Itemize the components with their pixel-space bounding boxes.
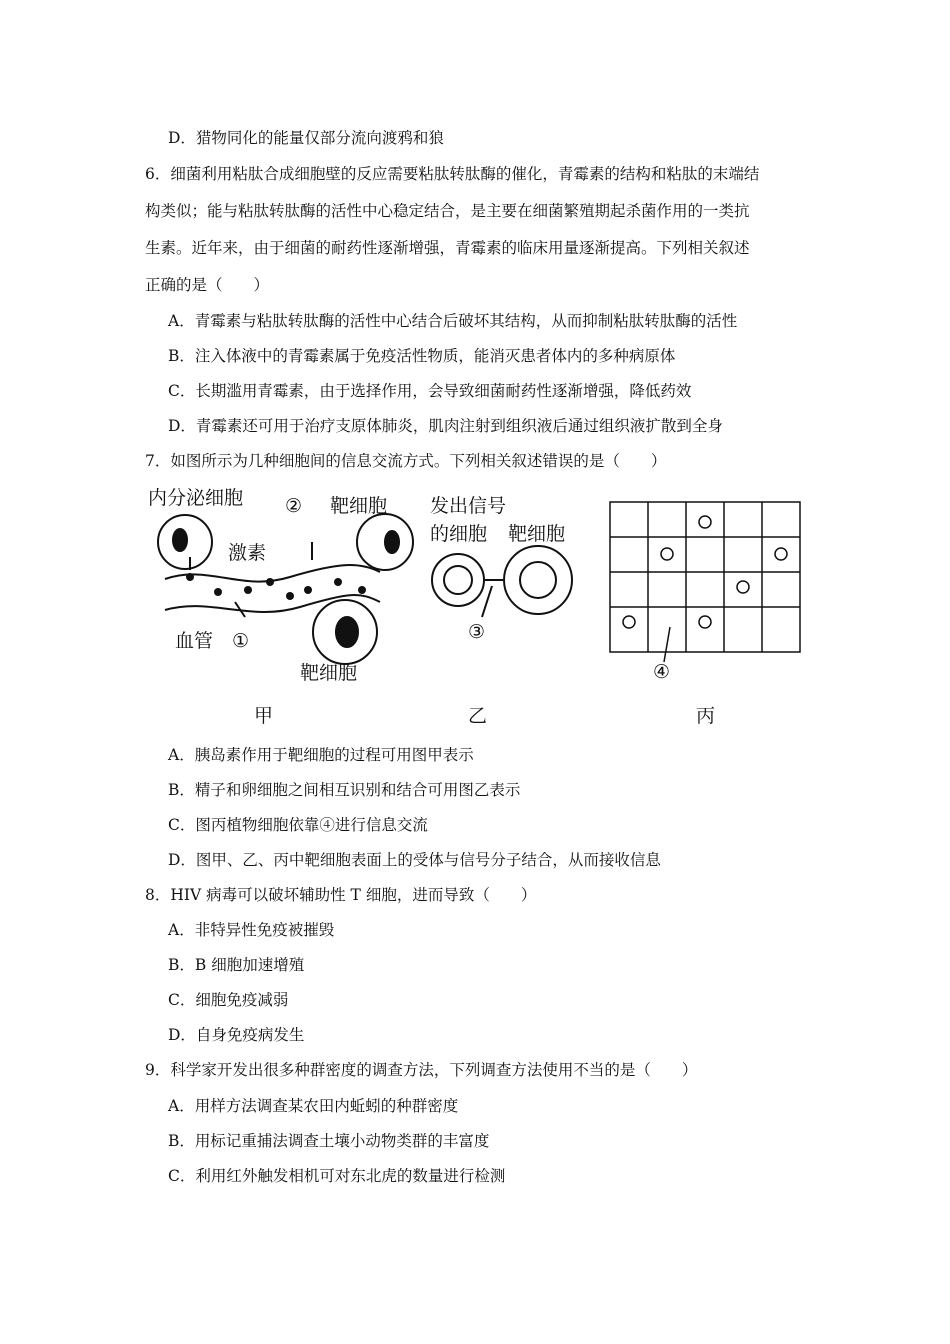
label-sender-line-1: 发出信号	[430, 495, 507, 517]
q8-stem: 8．HIV 病毒可以破坏辅助性 T 细胞，进而导致（ ）	[145, 886, 537, 904]
signal-sender-cell	[432, 554, 484, 606]
label-target-cell-top: 靶细胞	[330, 495, 388, 517]
marker-1: ①	[232, 630, 250, 652]
q9-stem: 9．科学家开发出很多种群密度的调查方法，下列调查方法使用不当的是（ ）	[145, 1061, 698, 1079]
caption-yi: 乙	[468, 705, 488, 727]
q8-option-c: C．细胞免疫减弱	[168, 991, 289, 1009]
label-endocrine-cell: 内分泌细胞	[148, 487, 244, 509]
q8-option-d: D．自身免疫病发生	[168, 1026, 305, 1044]
marker-3: ③	[468, 621, 486, 643]
vessel-wall-bottom	[165, 595, 380, 612]
q5-option-d: D．猎物同化的能量仅部分流向渡鸦和狼	[168, 129, 444, 147]
q8-option-a: A．非特异性免疫被摧毁	[168, 921, 335, 939]
target-nucleus-top	[385, 531, 399, 553]
endocrine-nucleus	[173, 529, 187, 551]
sender-nucleus	[444, 566, 472, 594]
q9-option-a: A．用样方法调查某农田内蚯蚓的种群密度	[168, 1097, 459, 1115]
label-target-cell-yi: 靶细胞	[508, 523, 566, 545]
panel-bing	[610, 502, 800, 662]
caption-bing: 丙	[696, 705, 716, 727]
signal-target-cell	[504, 546, 572, 614]
q7-figure	[140, 482, 820, 732]
cell-signaling-diagram	[140, 482, 820, 732]
marker-2: ②	[285, 495, 303, 517]
q9-option-b: B．用标记重捕法调查土壤小动物类群的丰富度	[168, 1132, 490, 1150]
plant-tissue	[610, 502, 800, 652]
marker4-pointer	[664, 627, 670, 662]
label-target-cell-bottom: 靶细胞	[300, 662, 358, 684]
marker-4: ④	[653, 661, 671, 683]
q6-option-b: B．注入体液中的青霉素属于免疫活性物质，能消灭患者体内的多种病原体	[168, 347, 676, 365]
q6-stem-line-2: 构类似；能与粘肽转肽酶的活性中心稳定结合，是主要在细菌繁殖期起杀菌作用的一类抗	[145, 202, 750, 220]
q6-option-d: D．青霉素还可用于治疗支原体肺炎，肌肉注射到组织液后通过组织液扩散到全身	[168, 417, 723, 435]
label-hormone: 激素	[228, 542, 267, 564]
cell-walls	[610, 502, 800, 652]
q9-option-c: C．利用红外触发相机可对东北虎的数量进行检测	[168, 1167, 506, 1185]
caption-jia: 甲	[254, 705, 274, 727]
q7-option-a: A．胰岛素作用于靶细胞的过程可用图甲表示	[168, 746, 474, 764]
label-blood-vessel: 血管	[175, 630, 214, 652]
q6-stem-line-3: 生素。近年来，由于细菌的耐药性逐渐增强，青霉素的临床用量逐渐提高。下列相关叙述	[145, 239, 750, 257]
q7-stem: 7．如图所示为几种细胞间的信息交流方式。下列相关叙述错误的是（ ）	[145, 452, 667, 470]
q6-stem-line-4: 正确的是（ ）	[145, 276, 270, 294]
panel-yi	[432, 546, 572, 617]
q6-stem-line-1: 6．细菌利用粘肽合成细胞壁的反应需要粘肽转肽酶的催化，青霉素的结构和粘肽的末端结	[145, 165, 760, 183]
q6-option-a: A．青霉素与粘肽转肽酶的活性中心结合后破坏其结构，从而抑制粘肽转肽酶的活性	[168, 312, 738, 330]
q8-option-b: B．B 细胞加速增殖	[168, 956, 305, 974]
target-nucleus-bottom	[336, 617, 358, 647]
q7-option-b: B．精子和卵细胞之间相互识别和结合可用图乙表示	[168, 781, 521, 799]
target-nucleus	[520, 562, 556, 598]
q6-option-c: C．长期滥用青霉素，由于选择作用，会导致细菌耐药性逐渐增强，降低药效	[168, 382, 692, 400]
q7-option-d: D．图甲、乙、丙中靶细胞表面上的受体与信号分子结合，从而接收信息	[168, 851, 661, 869]
q7-option-c: C．图丙植物细胞依靠④进行信息交流	[168, 816, 428, 834]
label-sender-line-2: 的细胞	[430, 523, 488, 545]
marker3-pointer	[482, 586, 492, 617]
